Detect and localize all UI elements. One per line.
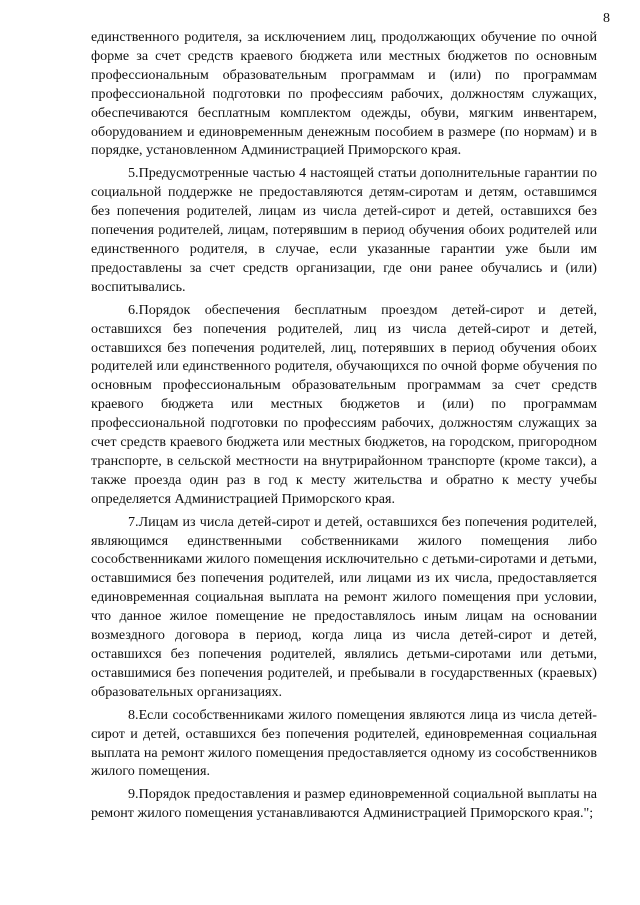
paragraph-item-8: 8.Если сособственниками жилого помещения являются лица из числа детей-сирот и детей, оставшихся без попечения родителей, единовременная социальная выплата на ремонт жилого помещения предоставляется одному из сособственников жилого помещения. <box>91 706 597 780</box>
document-body <box>91 28 597 827</box>
page-number: 8 <box>603 11 610 26</box>
paragraph-item-6: 6.Порядок обеспечения бесплатным проездом детей-сирот и детей, оставшихся без попечения родителей, лиц из числа детей-сирот и детей, оставшихся без попечения родителей, лиц, потерявших в период обучения обоих родителей или единственного родителя, обучающихся по очной форме обучения по основным профессиональным образовательным программам за счет средств краевого бюджета или местных бюджетов и (или) по программам профессиональной подготовки по профессиям рабочих, должностям служащих за счет средств краевого бюджета или местных бюджетов, на городском, пригородном транспорте, в сельской местности на внутрирайонном транспорте (кроме такси), а также проезда один раз в год к месту жительства и обратно к месту учебы определяется Администрацией Приморского края. <box>91 301 597 507</box>
paragraph-continuation: единственного родителя, за исключением лиц, продолжающих обучение по очной форме за счет средств краевого бюджета или местных бюджетов по основным профессиональным образовательным программам и (или) по программам профессиональной подготовки по профессиям рабочих, должностям служащих, обеспечиваются бесплатным комплектом одежды, обуви, мягким инвентарем, оборудованием и единовременным денежным пособием в размере (по нормам) и в порядке, установленном Администрацией Приморского края. <box>91 29 597 159</box>
paragraph-item-5: 5.Предусмотренные частью 4 настоящей статьи дополнительные гарантии по социальной поддержке не предоставляются детям-сиротам и детям, оставшимся без попечения родителей, лицам из числа детей-сирот и детей, оставшихся без попечения родителей, лицам, потерявшим в период обучения обоих родителей или единственного родителя, в случае, если указанные гарантии уже были им предоставлены за счет средств организации, где они ранее обучались и (или) воспитывались. <box>91 165 597 295</box>
paragraph-item-9: 9.Порядок предоставления и размер единовременной социальной выплаты на ремонт жилого помещения устанавливаются Администрацией Приморского края."; <box>91 786 597 822</box>
paragraph-item-7: 7.Лицам из числа детей-сирот и детей, оставшихся без попечения родителей, являющимся единственными собственниками жилого помещения либо сособственниками жилого помещения исключительно с детьми-сиротами и детьми, оставшимися без попечения родителей, или лицами из их числа, предоставляется единовременная социальная выплата на ремонт жилого помещения при условии, что данное жилое помещение не предоставлялось иным лицам на основании возмездного договора в период, когда лица из числа детей-сирот и детей, оставшихся без попечения родителей, являлись детьми-сиротами или детьми, оставшимися без попечения родителей, и пребывали в государственных (краевых) образовательных организациях. <box>91 513 597 700</box>
